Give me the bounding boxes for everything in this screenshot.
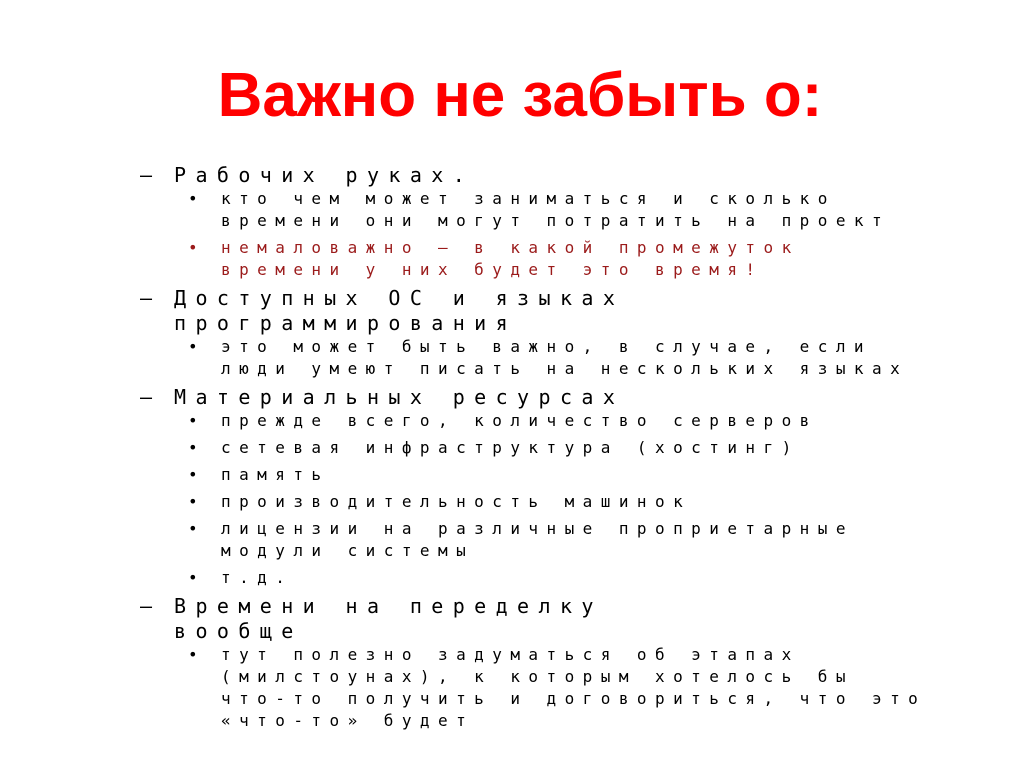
list-item (188, 567, 1020, 589)
slide-content (140, 162, 1020, 737)
list-item (140, 385, 1020, 410)
list-item (188, 188, 1020, 232)
section-heading: Времени на переделку вообще (174, 594, 603, 643)
item-text: лицензии на различные проприетарные модули системы (221, 519, 854, 560)
item-text: память (221, 465, 330, 484)
item-text: тут полезно задуматься об этапах (милстоунах), к которым хотелось бы что-то получить и договориться, что это «что-то» будет (221, 645, 927, 730)
dash-bullet-icon: – (140, 286, 162, 310)
section-material-resources (140, 385, 1020, 589)
list-item (188, 491, 1020, 513)
list-item (188, 336, 1020, 380)
list-item (188, 464, 1020, 486)
list-item (188, 518, 1020, 562)
dot-bullet-icon: • (188, 519, 207, 538)
item-text: это может быть важно, в случае, если люди умеют писать на нескольких языках (221, 337, 909, 378)
slide-title: Важно не забыть о: (217, 61, 823, 130)
list-item (188, 644, 1020, 732)
section-os-languages (140, 286, 1020, 380)
dot-bullet-icon: • (188, 568, 207, 587)
item-text: прежде всего, количество серверов (221, 411, 818, 430)
dash-bullet-icon: – (140, 385, 162, 409)
list-item (188, 437, 1020, 459)
section-heading: Доступных ОС и языках программирования (174, 286, 625, 335)
dot-bullet-icon: • (188, 189, 207, 208)
list-item-highlight (188, 237, 1020, 281)
dot-bullet-icon: • (188, 492, 207, 511)
list-item (140, 286, 1020, 336)
item-text: сетевая инфраструктура (хостинг) (221, 438, 800, 457)
item-text: кто чем может заниматься и сколько времени они могут потратить на проект (221, 189, 891, 230)
list-item (188, 410, 1020, 432)
list-item (140, 594, 1020, 644)
dot-bullet-icon: • (188, 337, 207, 356)
dash-bullet-icon: – (140, 594, 162, 618)
item-text: немаловажно – в какой промежуток времени у них будет это время! (221, 238, 800, 279)
section-working-hands (140, 163, 1020, 281)
section-rework-time (140, 594, 1020, 732)
list-item (140, 163, 1020, 188)
item-text: т.д. (221, 568, 294, 587)
dot-bullet-icon: • (188, 465, 207, 484)
dot-bullet-icon: • (188, 238, 207, 257)
section-heading: Материальных ресурсах (174, 385, 625, 409)
dot-bullet-icon: • (188, 645, 207, 664)
dot-bullet-icon: • (188, 411, 207, 430)
dash-bullet-icon: – (140, 163, 162, 187)
section-heading: Рабочих руках. (174, 163, 475, 187)
item-text: производительность машинок (221, 492, 692, 511)
dot-bullet-icon: • (188, 438, 207, 457)
